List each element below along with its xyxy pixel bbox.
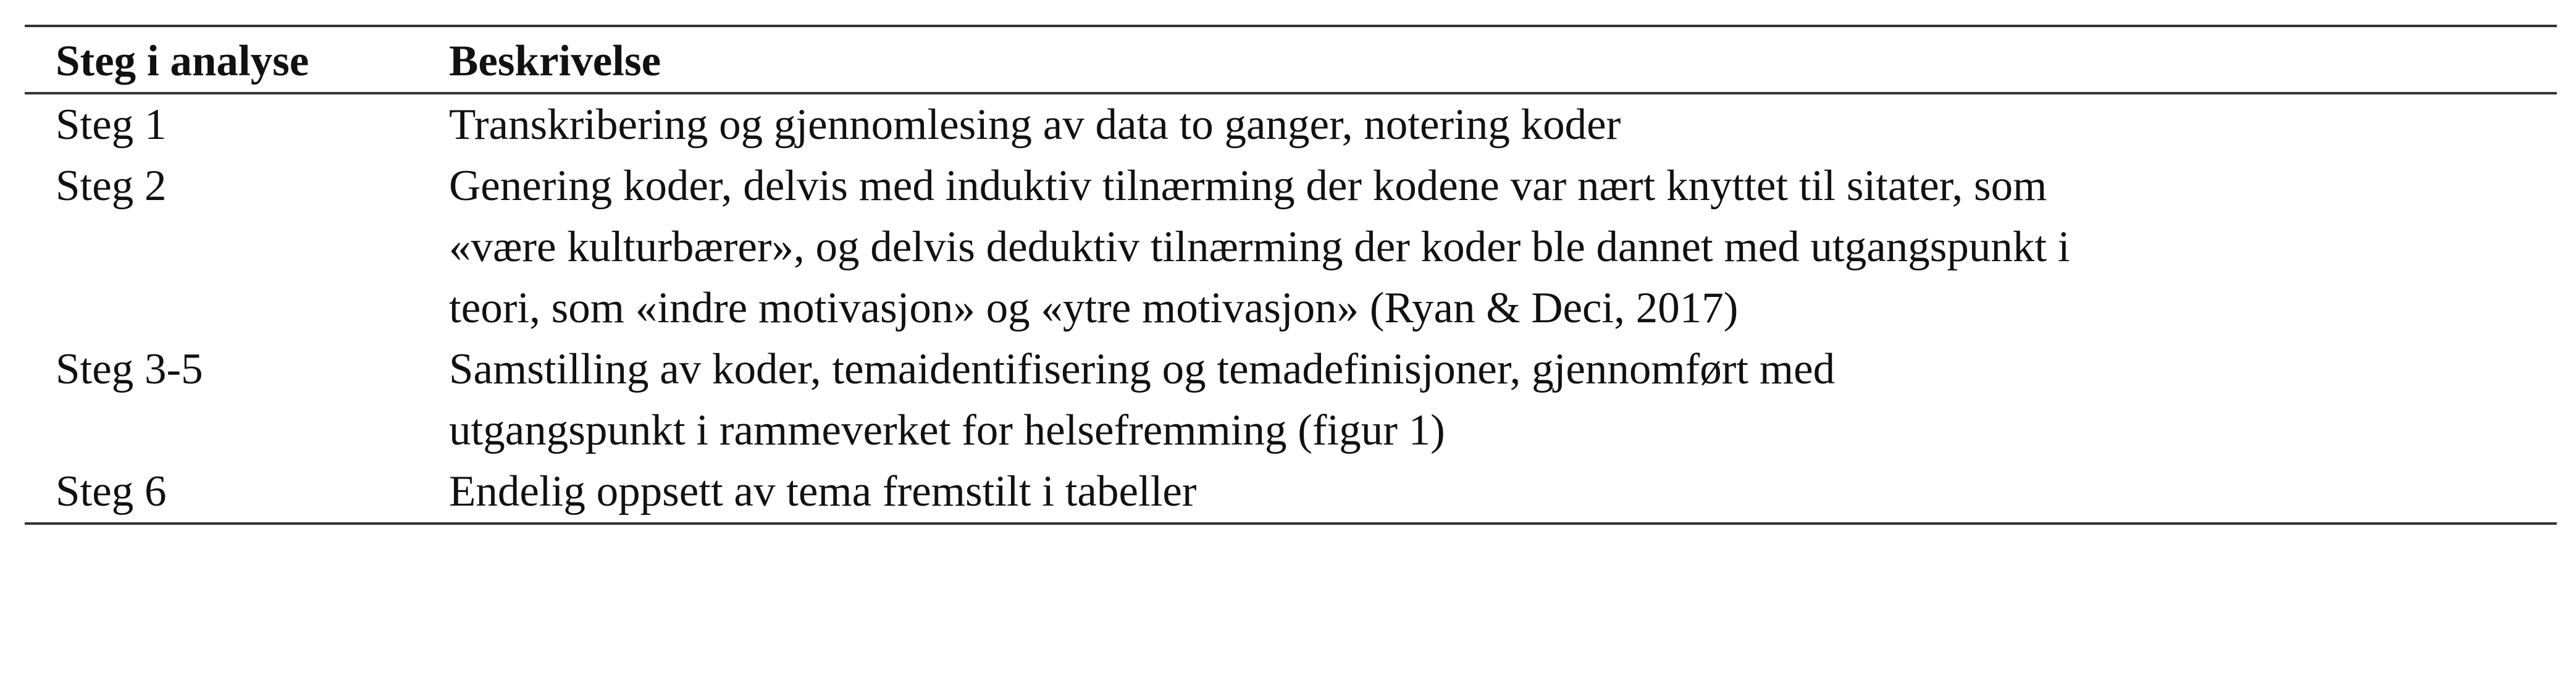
description-line: Transkribering og gjennomlesing av data to ganger, notering koder bbox=[449, 101, 1621, 149]
description-line: Endelig oppsett av tema fremstilt i tabeller bbox=[449, 467, 1197, 515]
header-row bbox=[25, 26, 2557, 93]
description-line: Genering koder, delvis med induktiv tilnærming der kodene var nært knyttet til sitater, som bbox=[449, 162, 2047, 210]
table-row bbox=[25, 461, 2557, 524]
description-line: utgangspunkt i rammeverket for helsefremming (figur 1) bbox=[449, 406, 1445, 454]
header-description: Beskrivelse bbox=[449, 37, 661, 85]
description-cell bbox=[449, 339, 2557, 461]
description-line: teori, som «indre motivasjon» og «ytre motivasjon» (Ryan & Deci, 2017) bbox=[449, 284, 1739, 332]
table-row bbox=[25, 156, 2557, 339]
description-cell bbox=[449, 156, 2557, 339]
step-cell: Steg 2 bbox=[56, 162, 167, 210]
step-cell: Steg 3-5 bbox=[56, 345, 203, 393]
analysis-steps-table-container bbox=[25, 25, 2557, 525]
header-step: Steg i analyse bbox=[56, 37, 309, 85]
analysis-steps-table bbox=[25, 25, 2557, 525]
description-cell bbox=[449, 461, 2557, 524]
table-row bbox=[25, 93, 2557, 156]
description-cell bbox=[449, 93, 2557, 156]
step-cell: Steg 6 bbox=[56, 467, 167, 515]
table-row bbox=[25, 339, 2557, 461]
table-body bbox=[25, 93, 2557, 524]
description-line: «være kulturbærer», og delvis deduktiv tilnærming der koder ble dannet med utgangspunkt i bbox=[449, 223, 2070, 271]
table-header bbox=[25, 26, 2557, 93]
description-line: Samstilling av koder, temaidentifisering og temadefinisjoner, gjennomført med bbox=[449, 345, 1836, 393]
step-cell: Steg 1 bbox=[56, 101, 167, 149]
